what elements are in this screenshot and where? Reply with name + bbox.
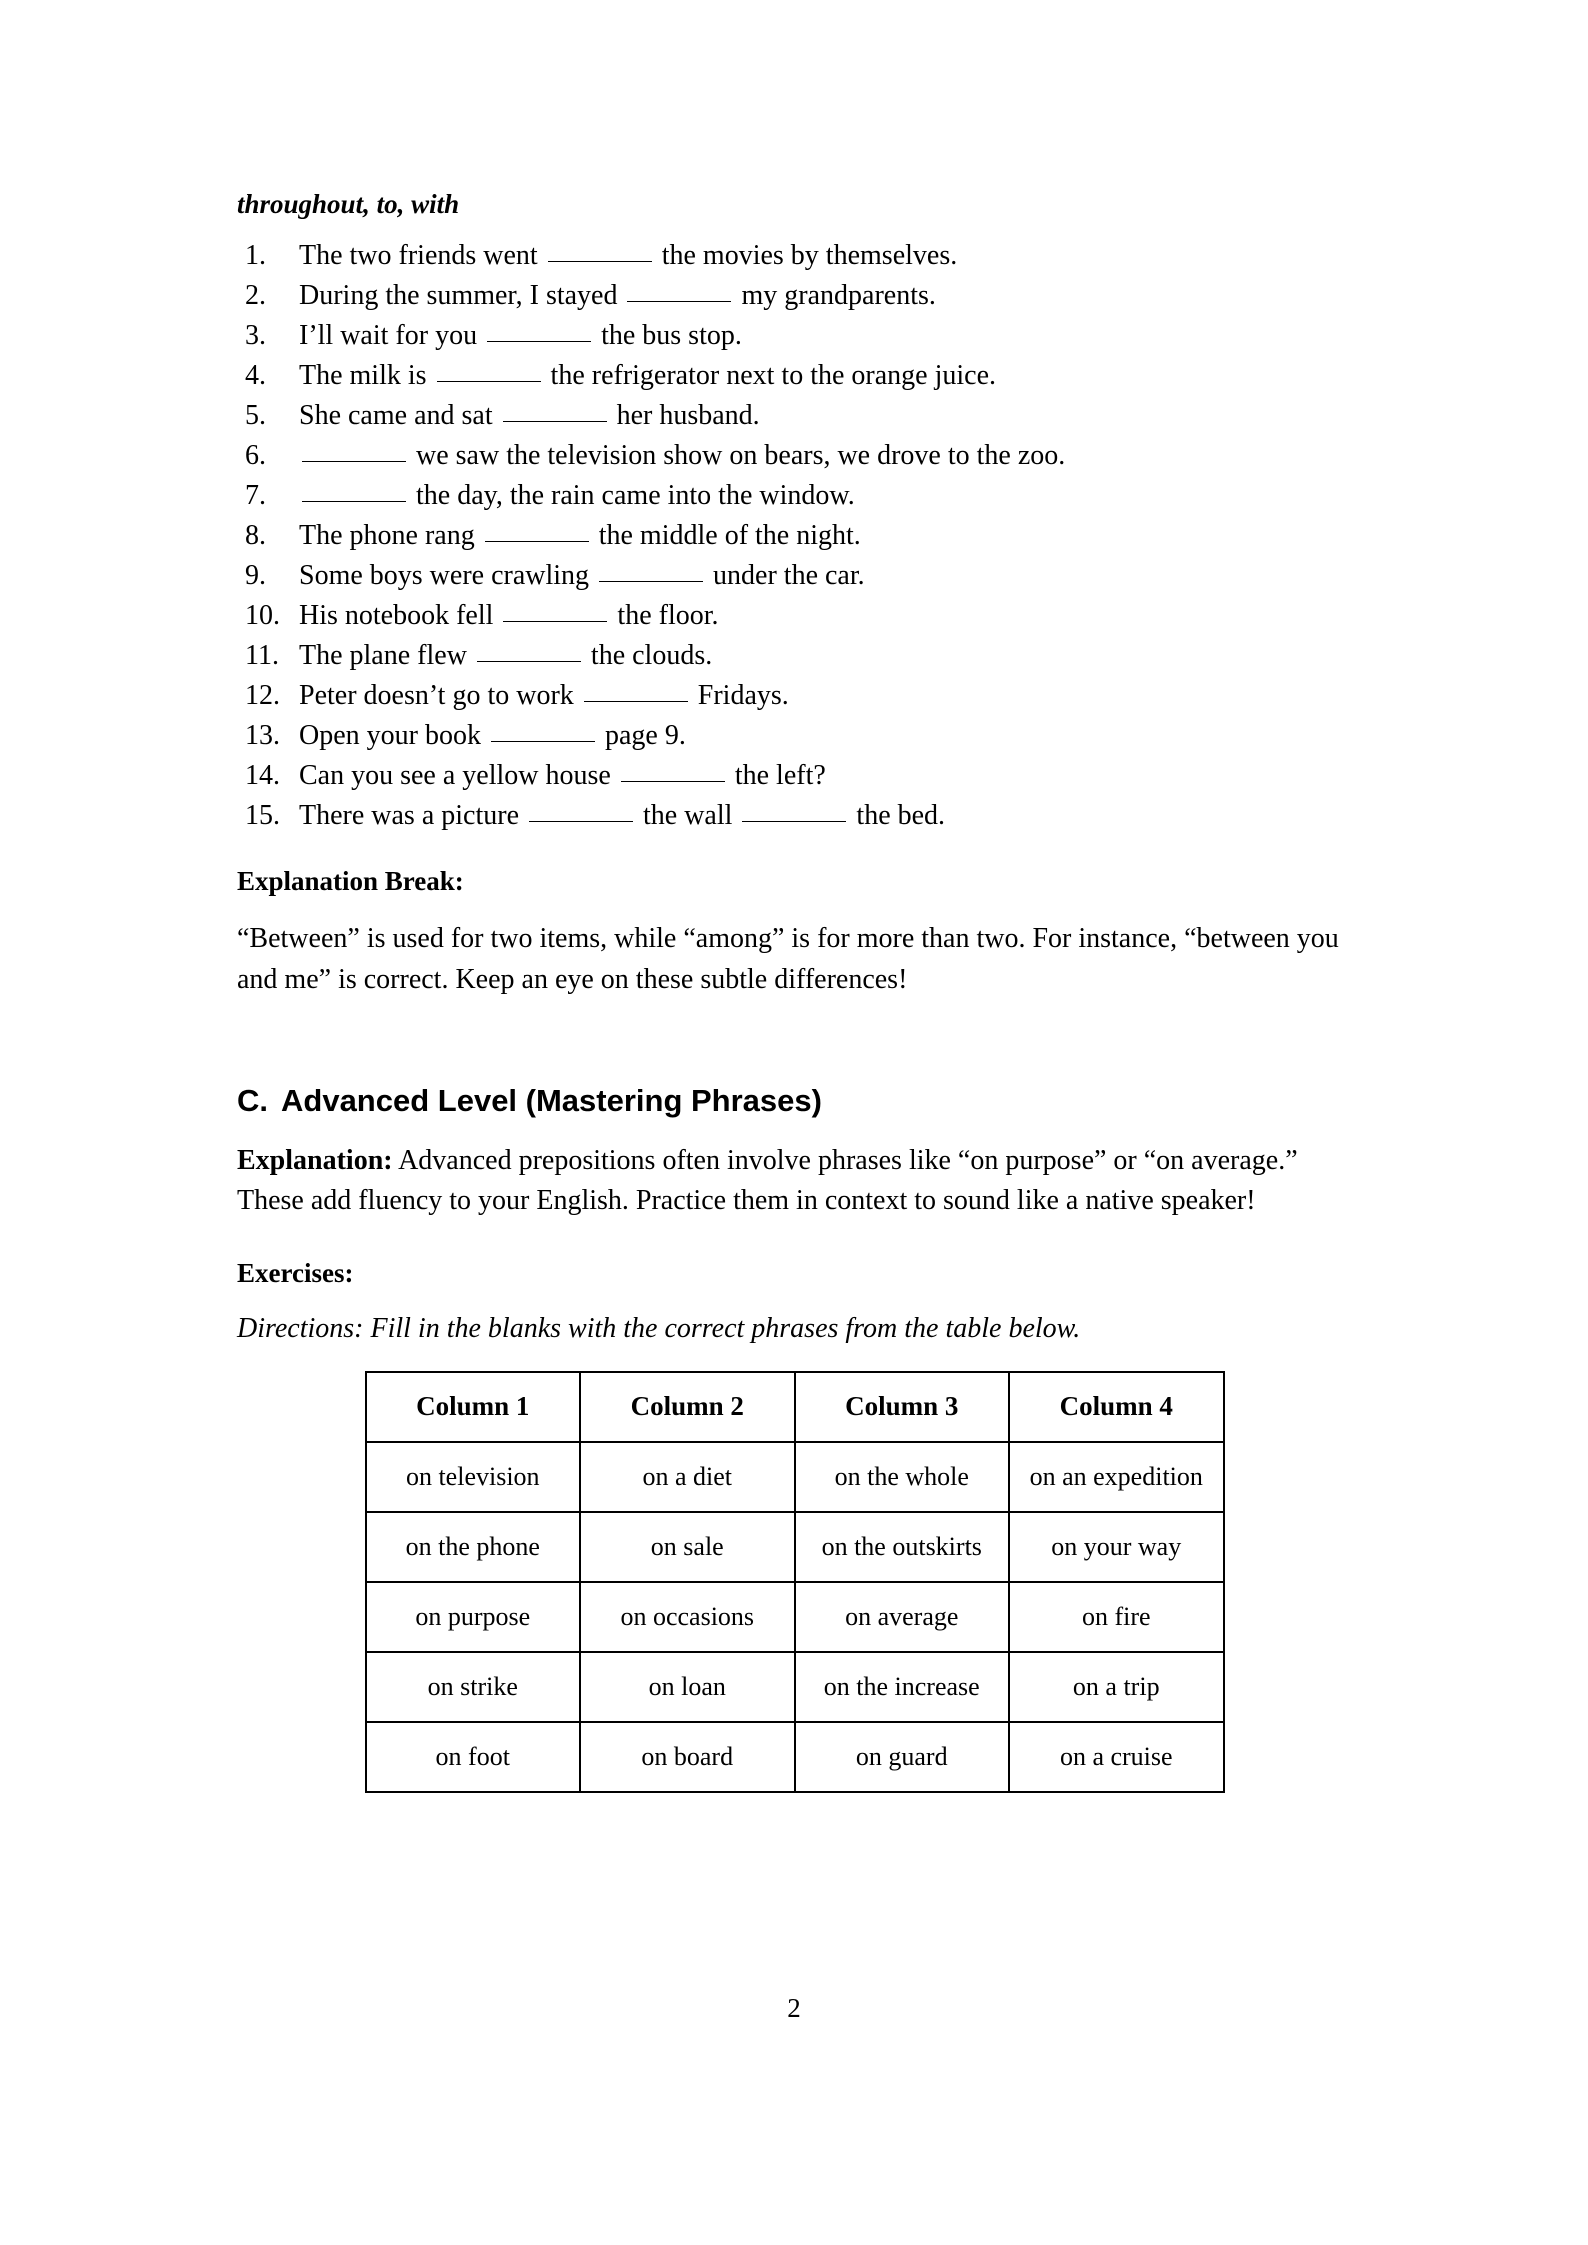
exercise-list [237, 242, 1352, 830]
sentence-post-text: the bed. [856, 800, 946, 832]
phrase-table-cell: on the whole [795, 1442, 1010, 1512]
phrase-table-cell: on a cruise [1009, 1722, 1224, 1792]
sentence-pre-text: His notebook fell [299, 600, 501, 632]
phrase-table-cell: on the increase [795, 1652, 1010, 1722]
exercise-number: 15. [245, 800, 280, 832]
exercises-heading: Exercises: [237, 1257, 354, 1288]
phrase-table-cell: on strike [366, 1652, 581, 1722]
answer-blank[interactable] [503, 421, 607, 422]
sentence-post-text: the bus stop. [601, 320, 742, 352]
exercise-sentence [299, 362, 1352, 390]
section-c-heading [237, 1083, 1352, 1119]
page-content [237, 188, 1352, 1793]
exercise-number: 1. [245, 240, 266, 272]
exercise-sentence [299, 602, 1352, 630]
explanation-break-body: “Between” is used for two items, while “among” is for more than two. For instance, “between you and me” is correct. Keep an eye on these subtle differences! [237, 923, 1339, 995]
phrase-table-cell: on average [795, 1582, 1010, 1652]
sentence-pre-text: The two friends went [299, 240, 545, 272]
exercise-item [237, 602, 1352, 630]
exercise-sentence [299, 322, 1352, 350]
exercise-sentence [299, 722, 1352, 750]
phrase-table-wrapper [237, 1371, 1352, 1793]
sentence-pre-text: Can you see a yellow house [299, 760, 618, 792]
phrase-table-header-cell: Column 1 [366, 1372, 581, 1442]
exercise-number: 14. [245, 760, 280, 792]
phrase-table-row [366, 1512, 1224, 1582]
answer-blank[interactable] [487, 341, 591, 342]
sentence-post-text: we saw the television show on bears, we drove to the zoo. [416, 440, 1066, 472]
exercise-number: 8. [245, 520, 266, 552]
phrase-table-cell: on your way [1009, 1512, 1224, 1582]
exercise-number: 4. [245, 360, 266, 392]
phrase-table-cell: on the phone [366, 1512, 581, 1582]
exercise-sentence [299, 682, 1352, 710]
exercise-item [237, 762, 1352, 790]
explanation-break-heading: Explanation Break: [237, 866, 464, 897]
phrase-table-cell: on an expedition [1009, 1442, 1224, 1512]
phrase-table-cell: on board [580, 1722, 795, 1792]
phrase-table-cell: on sale [580, 1512, 795, 1582]
exercise-number: 6. [245, 440, 266, 472]
sentence-post-text: the refrigerator next to the orange juice. [550, 360, 997, 392]
section-c-title: Advanced Level (Mastering Phrases) [281, 1082, 822, 1118]
answer-blank[interactable] [503, 621, 607, 622]
exercise-item [237, 282, 1352, 310]
sentence-pre-text: I’ll wait for you [299, 320, 485, 352]
phrase-table-row [366, 1582, 1224, 1652]
sentence-pre-text: During the summer, I stayed [299, 280, 625, 312]
phrase-table-body [366, 1442, 1224, 1792]
exercise-number: 9. [245, 560, 266, 592]
section-c-letter: C. [237, 1082, 268, 1118]
sentence-mid-text: the wall [643, 800, 740, 832]
sentence-pre-text: The phone rang [299, 520, 482, 552]
answer-blank[interactable] [302, 501, 406, 502]
phrase-table [365, 1371, 1225, 1793]
exercise-number: 3. [245, 320, 266, 352]
exercise-sentence [299, 242, 1352, 270]
sentence-post-text: the clouds. [590, 640, 713, 672]
exercise-sentence [299, 522, 1352, 550]
exercise-item [237, 802, 1352, 830]
exercise-number: 7. [245, 480, 266, 512]
sentence-post-text: the movies by themselves. [661, 240, 958, 272]
exercise-sentence [299, 762, 1352, 790]
exercise-sentence [299, 282, 1352, 310]
exercise-item [237, 722, 1352, 750]
answer-blank[interactable] [742, 821, 846, 822]
phrase-table-row [366, 1652, 1224, 1722]
sentence-pre-text: She came and sat [299, 400, 500, 432]
sentence-post-text: the floor. [617, 600, 719, 632]
phrase-table-cell: on loan [580, 1652, 795, 1722]
phrase-table-cell: on guard [795, 1722, 1010, 1792]
phrase-table-cell: on a diet [580, 1442, 795, 1512]
exercise-item [237, 322, 1352, 350]
phrase-table-cell: on foot [366, 1722, 581, 1792]
exercise-sentence [299, 482, 1352, 510]
word-bank-heading: throughout, to, with [237, 189, 460, 219]
sentence-post-text: page 9. [604, 720, 686, 752]
phrase-table-row [366, 1722, 1224, 1792]
sentence-post-text: her husband. [616, 400, 760, 432]
answer-blank[interactable] [491, 741, 595, 742]
exercise-item [237, 682, 1352, 710]
answer-blank[interactable] [477, 661, 581, 662]
sentence-post-text: my grandparents. [741, 280, 936, 312]
answer-blank[interactable] [485, 541, 589, 542]
answer-blank[interactable] [302, 461, 406, 462]
exercise-sentence [299, 562, 1352, 590]
sentence-post-text: under the car. [713, 560, 865, 592]
sentence-post-text: the day, the rain came into the window. [416, 480, 855, 512]
phrase-table-cell: on purpose [366, 1582, 581, 1652]
sentence-pre-text: The milk is [299, 360, 434, 392]
phrase-table-header-row [366, 1372, 1224, 1442]
sentence-pre-text: Some boys were crawling [299, 560, 597, 592]
exercise-item [237, 402, 1352, 430]
sentence-pre-text: Peter doesn’t go to work [299, 680, 581, 712]
explanation-body: Advanced prepositions often involve phrases like “on purpose” or “on average.” These add fluency to your English. Practice them in context to sound like a native speaker! [237, 1144, 1298, 1217]
answer-blank[interactable] [437, 381, 541, 382]
sentence-pre-text: The plane flew [299, 640, 474, 672]
answer-blank[interactable] [627, 301, 731, 302]
answer-blank[interactable] [548, 261, 652, 262]
phrase-table-cell: on a trip [1009, 1652, 1224, 1722]
exercise-number: 10. [245, 600, 280, 632]
exercise-item [237, 522, 1352, 550]
phrase-table-cell: on occasions [580, 1582, 795, 1652]
answer-blank[interactable] [621, 781, 725, 782]
answer-blank[interactable] [529, 821, 633, 822]
page-number: 2 [787, 1993, 801, 2023]
exercise-sentence [299, 442, 1352, 470]
answer-blank[interactable] [599, 581, 703, 582]
exercise-item [237, 362, 1352, 390]
exercise-item [237, 562, 1352, 590]
exercise-number: 12. [245, 680, 280, 712]
exercise-number: 2. [245, 280, 266, 312]
exercise-item [237, 442, 1352, 470]
exercise-item [237, 642, 1352, 670]
phrase-table-header-cell: Column 4 [1009, 1372, 1224, 1442]
exercise-sentence [299, 402, 1352, 430]
exercise-number: 5. [245, 400, 266, 432]
phrase-table-cell: on fire [1009, 1582, 1224, 1652]
directions-text: Directions: Fill in the blanks with the correct phrases from the table below. [237, 1312, 1081, 1344]
exercise-item [237, 482, 1352, 510]
sentence-pre-text: There was a picture [299, 800, 526, 832]
exercise-number: 11. [245, 640, 279, 672]
explanation-label: Explanation: [237, 1144, 393, 1176]
sentence-post-text: Fridays. [697, 680, 789, 712]
sentence-post-text: the left? [734, 760, 826, 792]
answer-blank[interactable] [584, 701, 688, 702]
phrase-table-header-cell: Column 2 [580, 1372, 795, 1442]
sentence-post-text: the middle of the night. [598, 520, 861, 552]
phrase-table-header-cell: Column 3 [795, 1372, 1010, 1442]
phrase-table-cell: on the outskirts [795, 1512, 1010, 1582]
phrase-table-cell: on television [366, 1442, 581, 1512]
exercise-sentence [299, 802, 1352, 830]
section-c-explanation [237, 1141, 1352, 1222]
exercise-sentence [299, 642, 1352, 670]
phrase-table-row [366, 1442, 1224, 1512]
exercise-item [237, 242, 1352, 270]
sentence-pre-text: Open your book [299, 720, 488, 752]
exercise-number: 13. [245, 720, 280, 752]
